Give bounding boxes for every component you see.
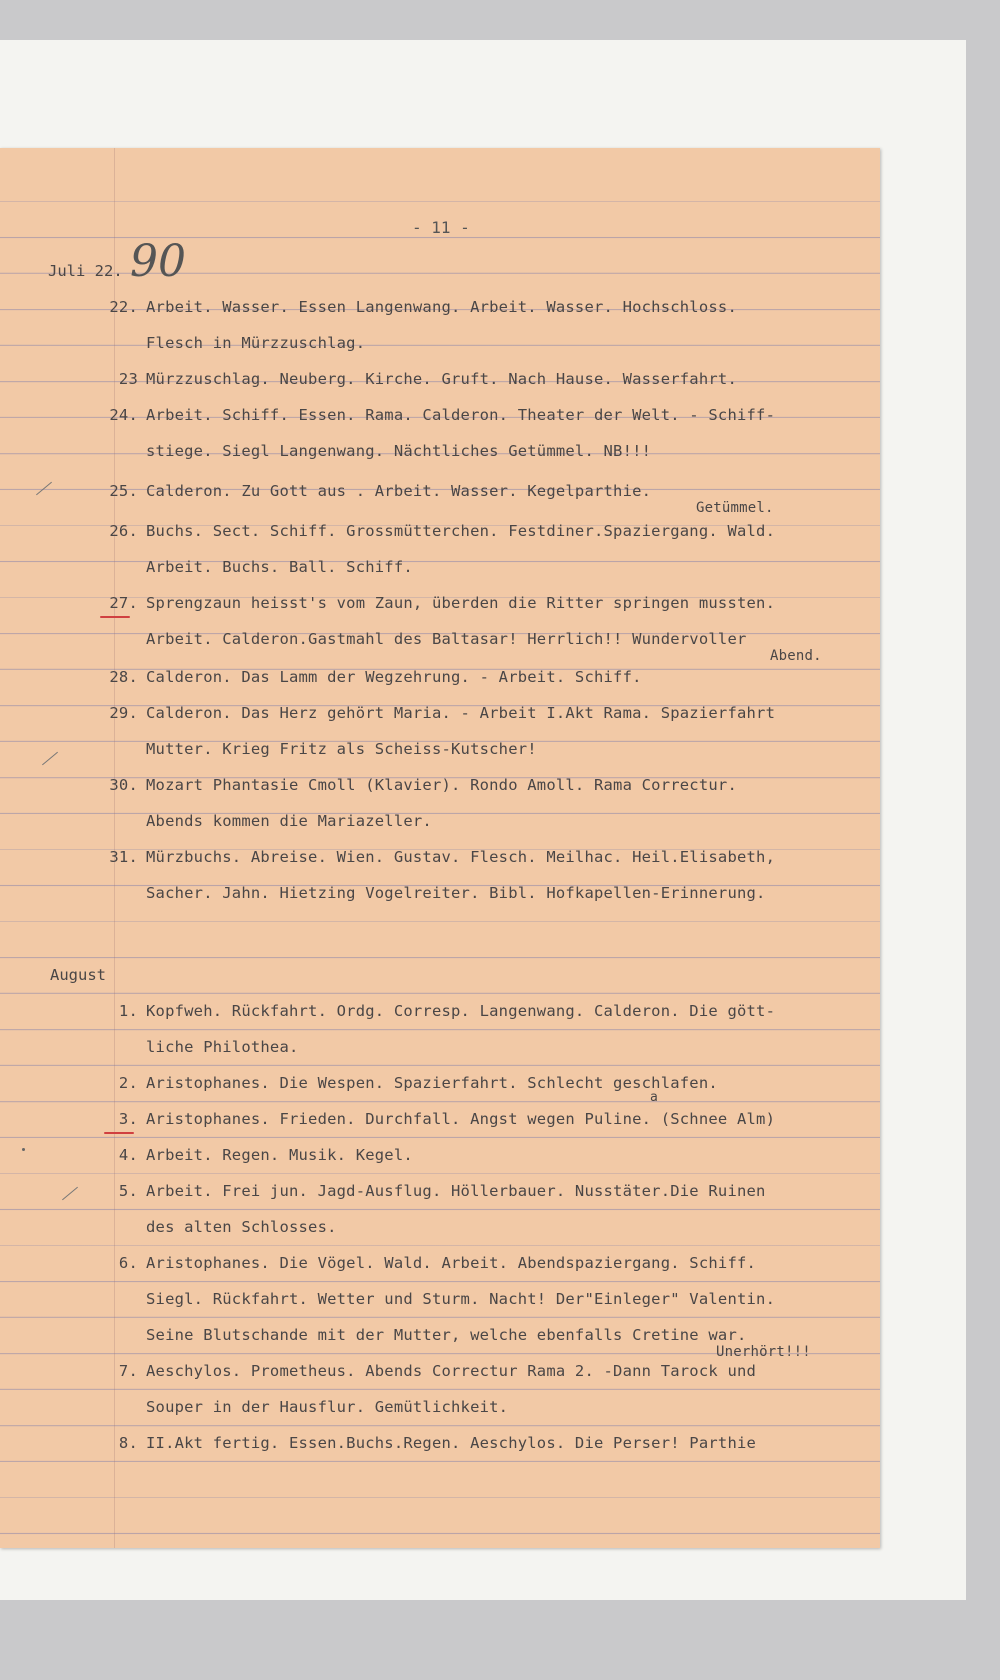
diary-line [146,884,766,902]
entry-text: Arbeit. Wasser. Essen Langenwang. Arbeit. Wasser. Hochschloss. [146,298,737,316]
entry-date: 26. [109,522,138,540]
diary-line [146,1290,775,1308]
entry-text: Aeschylos. Prometheus. Abends Correctur Rama 2. -Dann Tarock und [146,1362,757,1380]
entry-text: Kopfweh. Rückfahrt. Ordg. Corresp. Langenwang. Calderon. Die gött- [146,1002,776,1020]
red-underline-mark [100,616,130,618]
entry-date: 22. [109,298,138,316]
entry-text: Siegl. Rückfahrt. Wetter und Sturm. Nacht! Der"Einleger" Valentin. [146,1290,776,1308]
diary-line [118,1074,718,1092]
entry-text: Aristophanes. Frieden. Durchfall. Angst wegen Puline. (Schnee Alm) [146,1110,776,1128]
entry-date: 28. [109,668,138,686]
diary-line [118,1254,757,1272]
diary-line [146,812,432,830]
diary-line [109,482,652,500]
month-label: Juli [48,262,86,280]
diary-line [109,668,642,686]
page-number: - 11 - [412,218,470,237]
month-heading-august: August [50,966,106,984]
interlinear-note: a [650,1090,659,1105]
diary-line [146,442,651,460]
diary-line [118,1434,757,1452]
entry-text: stiege. Siegl Langenwang. Nächtliches Getümmel. NB!!! [146,442,652,460]
red-underline-mark [104,1132,134,1134]
entry-text: Arbeit. Buchs. Ball. Schiff. [146,558,413,576]
entry-text: II.Akt fertig. Essen.Buchs.Regen. Aeschylos. Die Perser! Parthie [146,1434,757,1452]
pencil-tick [62,1187,78,1201]
diary-line [109,298,737,316]
entry-date: 4. [118,1146,138,1164]
diary-line [109,406,776,424]
diary-line [109,594,776,612]
entry-text: Aristophanes. Die Wespen. Spazierfahrt. Schlecht geschlafen. [146,1074,718,1092]
entry-date: 8. [118,1434,138,1452]
entry-text: Mozart Phantasie Cmoll (Klavier). Rondo Amoll. Rama Correctur. [146,776,737,794]
entry-text: Mutter. Krieg Fritz als Scheiss-Kutscher! [146,740,537,758]
diary-line [118,1362,757,1380]
entry-text: Souper in der Hausflur. Gemütlichkeit. [146,1398,509,1416]
pencil-annotation: 90 [130,236,186,287]
entry-text: Buchs. Sect. Schiff. Grossmütterchen. Festdiner.Spaziergang. Wald. [146,522,776,540]
interlinear-note: Getümmel. [696,500,774,516]
diary-line [109,704,776,722]
entry-text: Arbeit. Schiff. Essen. Rama. Calderon. Theater der Welt. - Schiff- [146,406,776,424]
interlinear-note: Abend. [770,648,822,664]
entry-text: Calderon. Zu Gott aus . Arbeit. Wasser. Kegelparthie. [146,482,652,500]
diary-line [146,558,413,576]
entry-text: Mürzbuchs. Abreise. Wien. Gustav. Flesch. Meilhac. Heil.Elisabeth, [146,848,776,866]
entry-date: 6. [118,1254,138,1272]
entry-text: Mürzzuschlag. Neuberg. Kirche. Gruft. Nach Hause. Wasserfahrt. [146,370,737,388]
punch-mark [22,1148,25,1151]
entry-text: Flesch in Mürzzuschlag. [146,334,366,352]
entry-text: des alten Schlosses. [146,1218,337,1236]
entry-text: Arbeit. Regen. Musik. Kegel. [146,1146,413,1164]
diary-line [109,776,737,794]
diary-line [118,1182,766,1200]
entry-date: 2. [118,1074,138,1092]
interlinear-note: Unerhört!!! [716,1344,811,1360]
entry-text: Abends kommen die Mariazeller. [146,812,432,830]
entry-text: Arbeit. Calderon.Gastmahl des Baltasar! Herrlich!! Wundervoller [146,630,747,648]
diary-line [146,1038,299,1056]
entry-date: 25. [109,482,138,500]
document-page [0,148,880,1548]
entry-date: 7. [118,1362,138,1380]
diary-line [146,1398,508,1416]
entry-date: 27. [109,594,138,612]
entry-date: 5. [118,1182,138,1200]
diary-line [109,848,776,866]
entry-text: Arbeit. Frei jun. Jagd-Ausflug. Höllerbauer. Nusstäter.Die Ruinen [146,1182,766,1200]
diary-line [146,1218,337,1236]
entry-text: Sacher. Jahn. Hietzing Vogelreiter. Bibl. Hofkapellen-Erinnerung. [146,884,766,902]
entry-date: 3. [118,1110,138,1128]
entry-text: Calderon. Das Herz gehört Maria. - Arbeit I.Akt Rama. Spazierfahrt [146,704,776,722]
entry-date: 29. [109,704,138,722]
pencil-tick [42,752,58,766]
diary-line [118,1146,413,1164]
entry-date: 24. [109,406,138,424]
entry-text: Aristophanes. Die Vögel. Wald. Arbeit. Abendspaziergang. Schiff. [146,1254,757,1272]
diary-line [146,630,747,648]
entry-text: Seine Blutschande mit der Mutter, welche ebenfalls Cretine war. [146,1326,747,1344]
diary-line [109,522,776,540]
month-heading-july [48,262,123,280]
month-lead-date: 22. [94,262,123,280]
diary-line [118,1002,776,1020]
diary-line [118,370,737,388]
entry-date: 1. [118,1002,138,1020]
entry-date: 31. [109,848,138,866]
entry-date: 23 [118,370,138,388]
diary-line [118,1110,776,1128]
entry-text: liche Philothea. [146,1038,299,1056]
pencil-tick [36,482,52,496]
entry-date: 30. [109,776,138,794]
diary-line [146,1326,747,1344]
diary-line [146,334,365,352]
entry-text: Calderon. Das Lamm der Wegzehrung. - Arbeit. Schiff. [146,668,642,686]
diary-line [146,740,537,758]
entry-text: Sprengzaun heisst's vom Zaun, überden die Ritter springen mussten. [146,594,776,612]
